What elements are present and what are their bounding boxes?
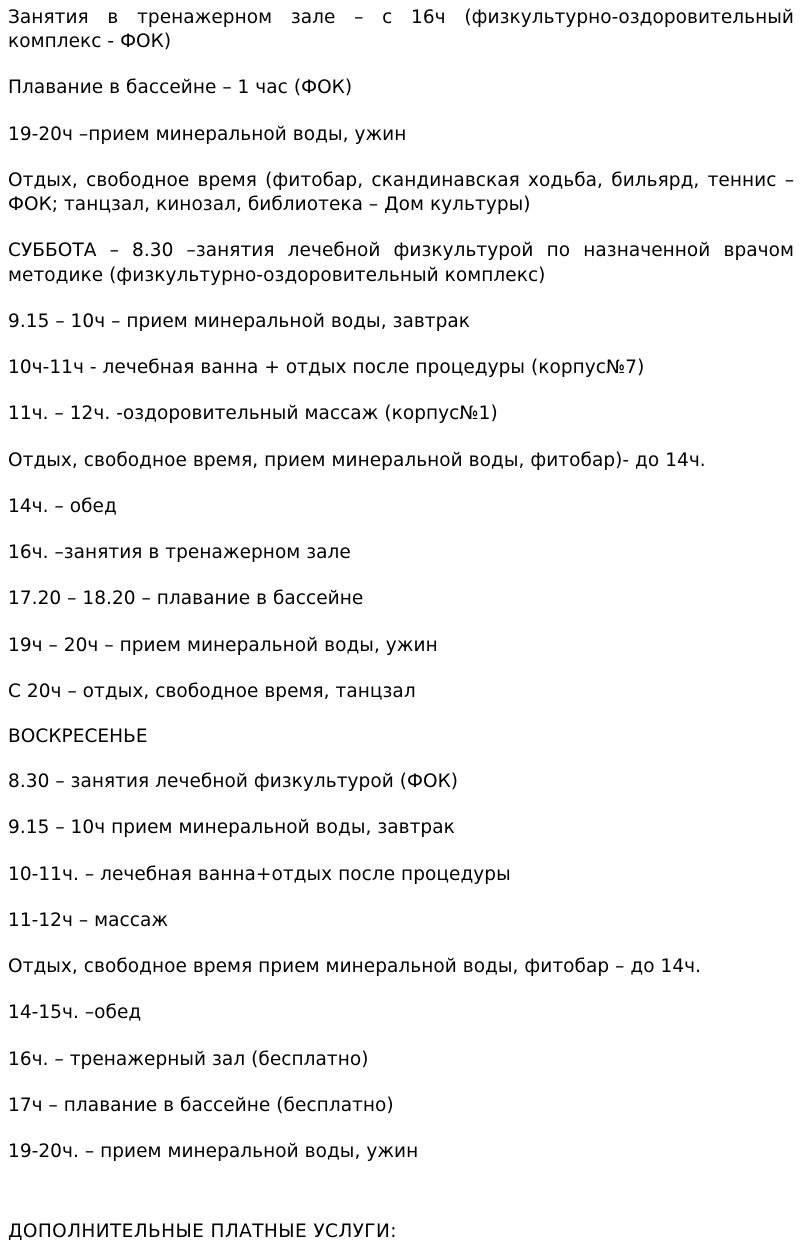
paragraph-sat-lunch: 14ч. – обед bbox=[8, 495, 117, 517]
paragraph-sat-evening: С 20ч – отдых, свободное время, танцзал bbox=[8, 680, 416, 702]
paragraph-sun-breakfast: 9.15 – 10ч прием минеральной воды, завтрак bbox=[8, 817, 455, 839]
paragraph-sat-gym: 16ч. –занятия в тренажерном зале bbox=[8, 542, 351, 564]
paragraph-mineral-water-dinner: 19-20ч –прием минеральной воды, ужин bbox=[8, 123, 407, 145]
paragraph-sun-lunch: 14-15ч. –обед bbox=[8, 1002, 142, 1024]
paragraph-sun-exercise: 8.30 – занятия лечебной физкультурой (ФОК) bbox=[8, 771, 459, 793]
paragraph-sun-pool: 17ч – плавание в бассейне (бесплатно) bbox=[8, 1094, 394, 1116]
paragraph-sun-dinner: 19-20ч. – прием минеральной воды, ужин bbox=[8, 1141, 419, 1163]
heading-sunday: ВОСКРЕСЕНЬЕ bbox=[8, 725, 148, 747]
paragraph-sun-gym: 16ч. – тренажерный зал (бесплатно) bbox=[8, 1048, 369, 1070]
paragraph-saturday-therapeutic-exercise: СУББОТА – 8.30 –занятия лечебной физкультурой по назначенной врачом методике (физкультурно-оздоровительный комплекс) bbox=[8, 240, 794, 286]
heading-additional-paid-services: ДОПОЛНИТЕЛЬНЫЕ ПЛАТНЫЕ УСЛУГИ: bbox=[8, 1221, 397, 1243]
paragraph-sun-leisure: Отдых, свободное время прием минеральной воды, фитобар – до 14ч. bbox=[8, 956, 702, 978]
paragraph-sun-bath: 10-11ч. – лечебная ванна+отдых после процедуры bbox=[8, 863, 511, 885]
paragraph-sat-leisure: Отдых, свободное время, прием минеральной воды, фитобар)- до 14ч. bbox=[8, 449, 706, 471]
paragraph-sun-massage: 11-12ч – массаж bbox=[8, 909, 169, 931]
paragraph-gym-evening: Занятия в тренажерном зале – с 16ч (физкультурно-оздоровительный комплекс - ФОК) bbox=[8, 7, 794, 53]
section-spacer bbox=[8, 1186, 794, 1220]
paragraph-sat-pool: 17.20 – 18.20 – плавание в бассейне bbox=[8, 588, 364, 610]
paragraph-pool-hour: Плавание в бассейне – 1 час (ФОК) bbox=[8, 77, 353, 99]
paragraph-sat-dinner: 19ч – 20ч – прием минеральной воды, ужин bbox=[8, 634, 438, 656]
paragraph-leisure-evening: Отдых, свободное время (фитобар, скандинавская ходьба, бильярд, теннис – ФОК; танцзал, кинозал, библиотека – Дом культуры) bbox=[8, 169, 794, 216]
paragraph-sat-bath: 10ч-11ч - лечебная ванна + отдых после процедуры (корпус№7) bbox=[8, 357, 645, 379]
paragraph-sat-massage: 11ч. – 12ч. -оздоровительный массаж (корпус№1) bbox=[8, 403, 498, 425]
paragraph-sat-breakfast: 9.15 – 10ч – прием минеральной воды, завтрак bbox=[8, 310, 471, 332]
